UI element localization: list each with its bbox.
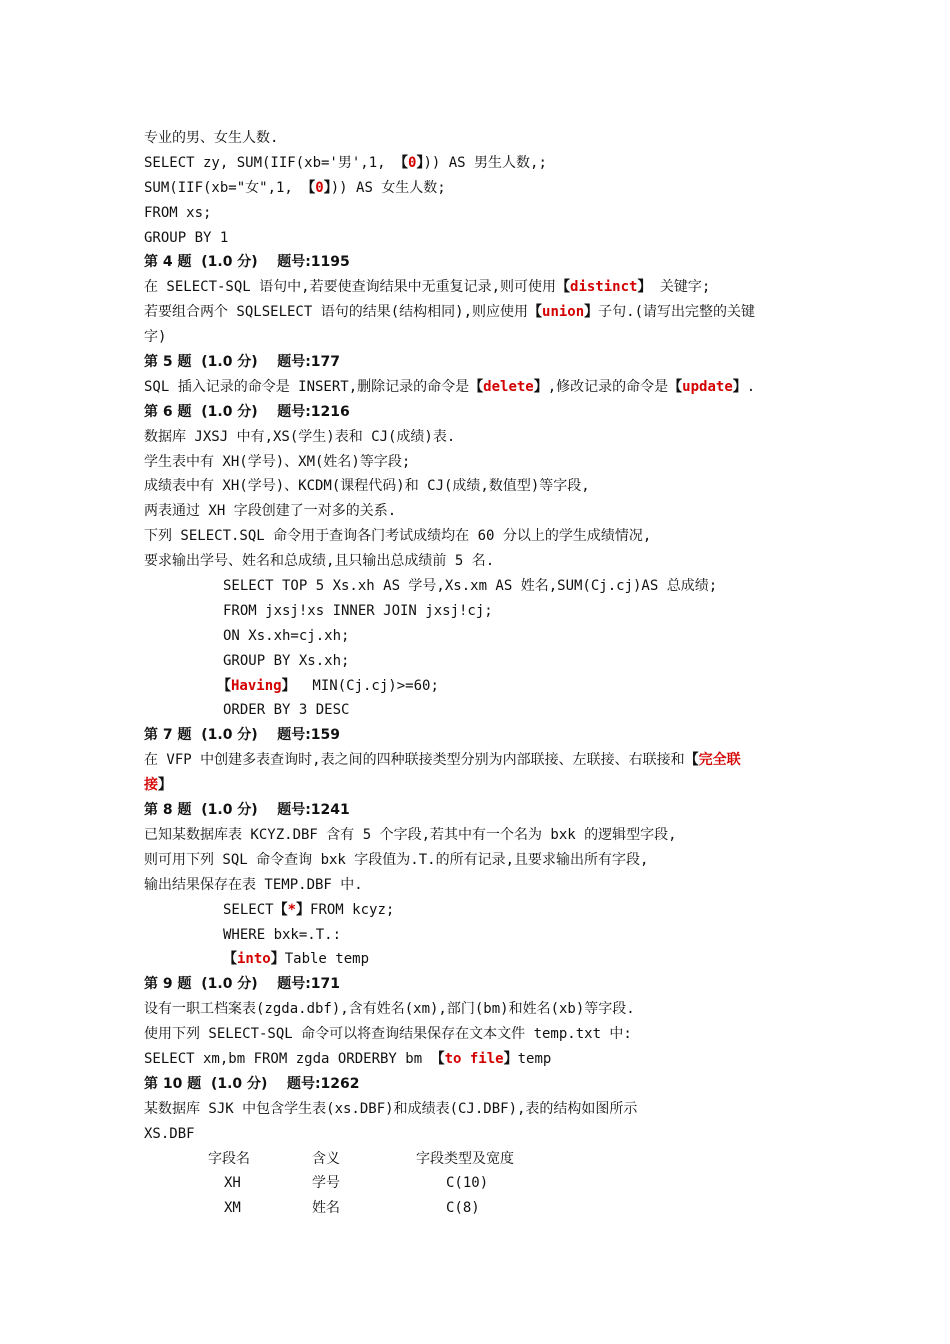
question-header: 第 7 题 (1.0 分) 题号:159 xyxy=(144,727,341,744)
answer-blank: 接 xyxy=(144,777,158,794)
code-line: 【Having】 MIN(Cj.cj)>=60; xyxy=(217,677,439,694)
answer-blank: * xyxy=(287,901,297,918)
code-line: SELECT xm,bm FROM zgda ORDERBY bm 【to file】temp xyxy=(144,1050,552,1067)
table-row xyxy=(144,1196,824,1221)
answer-blank: delete xyxy=(483,378,534,395)
question-header: 第 6 题 (1.0 分) 题号:1216 xyxy=(144,403,350,420)
document-page xyxy=(144,126,824,1221)
table-header-cell: 字段名 xyxy=(208,1150,250,1167)
answer-blank: 完全联 xyxy=(698,752,741,769)
text-line: 成绩表中有 XH(学号)、KCDM(课程代码)和 CJ(成绩,数值型)等字段, xyxy=(144,478,590,495)
text-line: XS.DBF xyxy=(144,1125,195,1142)
text-line: 在 VFP 中创建多表查询时,表之间的四种联接类型分别为内部联接、左联接、右联接和【完全联 xyxy=(144,752,741,769)
text-line: 设有一职工档案表(zgda.dbf),含有姓名(xm),部门(bm)和姓名(xb)等字段. xyxy=(144,1001,635,1018)
text-line: 要求输出学号、姓名和总成绩,且只输出总成绩前 5 名. xyxy=(144,553,495,570)
code-line: FROM jxsj!xs INNER JOIN jxsj!cj; xyxy=(223,602,493,619)
code-line: ON Xs.xh=cj.xh; xyxy=(223,627,350,644)
code-line: SUM(IIF(xb="女",1, 【0】)) AS 女生人数; xyxy=(144,179,446,196)
code-line: ORDER BY 3 DESC xyxy=(223,702,350,719)
text-line: 则可用下列 SQL 命令查询 bxk 字段值为.T.的所有记录,且要求输出所有字段, xyxy=(144,851,649,868)
code-line: WHERE bxk=.T.: xyxy=(223,926,342,943)
code-line: GROUP BY 1 xyxy=(144,229,229,246)
answer-blank: 0 xyxy=(408,154,417,171)
text-line: 字) xyxy=(144,329,167,346)
text-line: 使用下列 SELECT-SQL 命令可以将查询结果保存在文本文件 temp.txt 中: xyxy=(144,1026,632,1043)
table-cell: XM xyxy=(224,1200,241,1217)
text-line: 若要组合两个 SQLSELECT 语句的结果(结构相同),则应使用【union】子句.(请写出完整的关键 xyxy=(144,304,756,321)
text-line: SQL 插入记录的命令是 INSERT,删除记录的命令是【delete】,修改记录的命令是【update】. xyxy=(144,378,756,395)
answer-blank: update xyxy=(682,378,733,395)
table-cell: 姓名 xyxy=(312,1200,340,1217)
answer-blank: distinct xyxy=(570,279,638,296)
answer-blank: union xyxy=(542,304,585,321)
code-line: SELECT TOP 5 Xs.xh AS 学号,Xs.xm AS 姓名,SUM(Cj.cj)AS 总成绩; xyxy=(223,578,718,595)
table-cell: 学号 xyxy=(312,1175,340,1192)
question-header: 第 8 题 (1.0 分) 题号:1241 xyxy=(144,802,350,819)
text-line: 输出结果保存在表 TEMP.DBF 中. xyxy=(144,876,363,893)
code-line: SELECT【*】FROM kcyz; xyxy=(223,901,395,918)
text-line: 专业的男、女生人数. xyxy=(144,130,279,146)
text-line: 学生表中有 XH(学号)、XM(姓名)等字段; xyxy=(144,453,411,470)
text-line: 数据库 JXSJ 中有,XS(学生)表和 CJ(成绩)表. xyxy=(144,428,456,445)
code-line: GROUP BY Xs.xh; xyxy=(223,652,350,669)
table-cell: C(10) xyxy=(446,1175,489,1192)
answer-blank: into xyxy=(237,951,271,968)
text-line: 某数据库 SJK 中包含学生表(xs.DBF)和成绩表(CJ.DBF),表的结构如图所示 xyxy=(144,1100,638,1117)
table-cell: C(8) xyxy=(446,1200,480,1217)
answer-blank: Having xyxy=(231,677,282,694)
question-header: 第 5 题 (1.0 分) 题号:177 xyxy=(144,354,341,371)
question-header: 第 9 题 (1.0 分) 题号:171 xyxy=(144,976,341,993)
text-line: 已知某数据库表 KCYZ.DBF 含有 5 个字段,若其中有一个名为 bxk 的逻辑型字段, xyxy=(144,826,677,843)
text-line: 下列 SELECT.SQL 命令用于查询各门考试成绩均在 60 分以上的学生成绩情况, xyxy=(144,528,652,545)
code-line: SELECT zy, SUM(IIF(xb='男',1, 【0】)) AS 男生人数,; xyxy=(144,154,547,171)
code-line: FROM xs; xyxy=(144,204,212,221)
table-header-row xyxy=(144,1147,824,1172)
table-header-cell: 含义 xyxy=(312,1150,340,1167)
question-header: 第 4 题 (1.0 分) 题号:1195 xyxy=(144,254,350,271)
code-line: 【into】Table temp xyxy=(223,951,370,968)
answer-blank: 0 xyxy=(315,179,324,196)
text-line: 两表通过 XH 字段创建了一对多的关系. xyxy=(144,503,397,520)
text-line: 接】 xyxy=(144,777,172,794)
table-header-cell: 字段类型及宽度 xyxy=(416,1150,514,1167)
answer-blank: to file xyxy=(444,1050,504,1067)
text-line: 在 SELECT-SQL 语句中,若要使查询结果中无重复记录,则可使用【distinct】 关键字; xyxy=(144,279,711,296)
question-header: 第 10 题 (1.0 分) 题号:1262 xyxy=(144,1075,360,1092)
table-row xyxy=(144,1171,824,1196)
table-cell: XH xyxy=(224,1175,241,1192)
